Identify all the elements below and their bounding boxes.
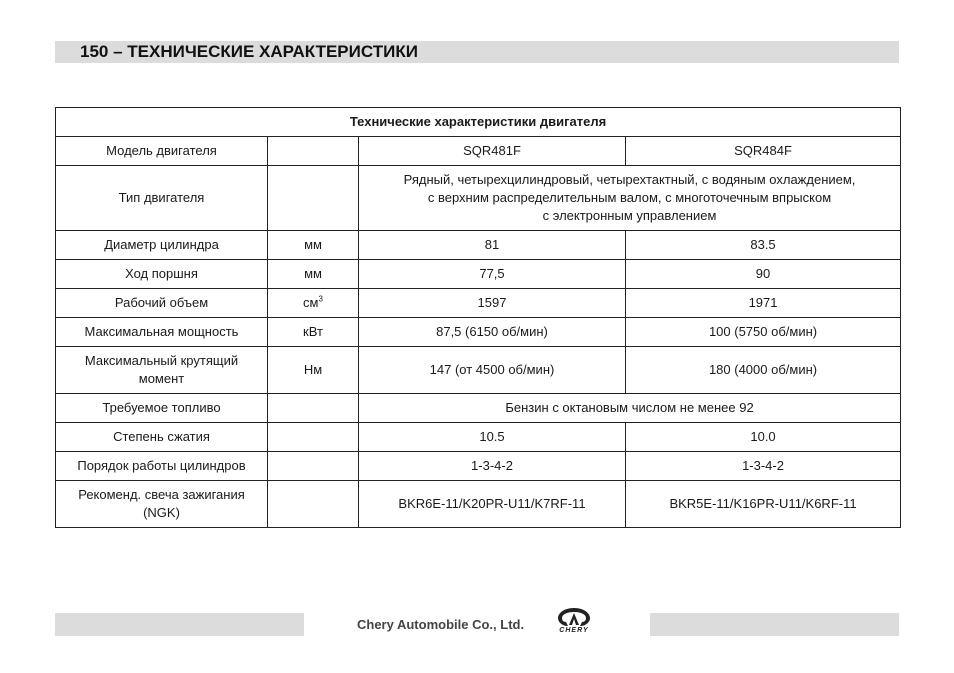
row-label: Порядок работы цилиндров	[56, 452, 268, 481]
row-unit	[268, 394, 359, 423]
engine-spec-table	[55, 107, 901, 528]
row-label: Степень сжатия	[56, 423, 268, 452]
footer-bar-right	[650, 613, 899, 636]
table-row	[56, 452, 901, 481]
fuel-value: Бензин с октановым числом не менее 92	[359, 394, 901, 423]
page-title: 150 – ТЕХНИЧЕСКИЕ ХАРАКТЕРИСТИКИ	[80, 42, 418, 61]
table-row	[56, 137, 901, 166]
row-value-sqr484f: 180 (4000 об/мин)	[626, 347, 901, 394]
unit-superscript: 3	[318, 294, 323, 304]
row-label: Модель двигателя	[56, 137, 268, 166]
row-value-sqr484f: 1971	[626, 289, 901, 318]
row-unit: Нм	[268, 347, 359, 394]
row-unit	[268, 481, 359, 528]
row-value-sqr481f: BKR6E-11/K20PR-U11/K7RF-11	[359, 481, 626, 528]
row-label: Ход поршня	[56, 260, 268, 289]
table-row	[56, 318, 901, 347]
table-title: Технические характеристики двигателя	[56, 108, 901, 137]
footer-bar-left	[55, 613, 304, 636]
row-label-line: Максимальный крутящий	[84, 353, 239, 368]
chery-logo	[548, 606, 600, 636]
row-value-sqr484f: 100 (5750 об/мин)	[626, 318, 901, 347]
row-value-sqr481f: SQR481F	[359, 137, 626, 166]
row-value-sqr484f: 83.5	[626, 231, 901, 260]
table-row	[56, 260, 901, 289]
table-row	[56, 394, 901, 423]
table-title-row	[56, 108, 901, 137]
row-value-sqr481f: 10.5	[359, 423, 626, 452]
row-unit	[268, 423, 359, 452]
row-value-sqr481f: 1-3-4-2	[359, 452, 626, 481]
row-value-sqr481f: 1597	[359, 289, 626, 318]
row-label-line: момент	[138, 371, 185, 386]
table-row	[56, 166, 901, 231]
row-unit: мм	[268, 260, 359, 289]
row-value-sqr484f: 90	[626, 260, 901, 289]
unit-base: см	[303, 295, 319, 310]
row-label	[56, 347, 268, 394]
row-unit	[268, 452, 359, 481]
row-label: Рабочий объем	[56, 289, 268, 318]
row-value-sqr481f: 87,5 (6150 об/мин)	[359, 318, 626, 347]
chery-logo-icon	[556, 606, 592, 628]
engine-type-line: Рядный, четырехцилиндровый, четырехтактный, с водяным охлаждением,	[403, 172, 856, 187]
engine-type-line: с верхним распределительным валом, с многоточечным впрыском	[427, 190, 832, 205]
table-row	[56, 347, 901, 394]
table-row	[56, 289, 901, 318]
table-row	[56, 481, 901, 528]
row-value-sqr481f: 81	[359, 231, 626, 260]
row-unit	[268, 137, 359, 166]
row-value-sqr484f: 10.0	[626, 423, 901, 452]
row-label: Тип двигателя	[56, 166, 268, 231]
row-value-sqr481f: 77,5	[359, 260, 626, 289]
row-label-line: Рекоменд. свеча зажигания	[78, 487, 245, 502]
row-value-sqr481f: 147 (от 4500 об/мин)	[359, 347, 626, 394]
row-label: Диаметр цилиндра	[56, 231, 268, 260]
row-label-line: (NGK)	[143, 505, 180, 520]
row-unit: мм	[268, 231, 359, 260]
logo-text: CHERY	[559, 627, 589, 634]
table-row	[56, 231, 901, 260]
row-label: Требуемое топливо	[56, 394, 268, 423]
row-value-sqr484f: SQR484F	[626, 137, 901, 166]
table-row	[56, 423, 901, 452]
row-value-sqr484f: 1-3-4-2	[626, 452, 901, 481]
engine-type-value	[359, 166, 901, 231]
row-label	[56, 481, 268, 528]
row-value-sqr484f: BKR5E-11/K16PR-U11/K6RF-11	[626, 481, 901, 528]
row-unit	[268, 289, 359, 318]
engine-type-line: с электронным управлением	[542, 208, 717, 223]
row-label: Максимальная мощность	[56, 318, 268, 347]
row-unit: кВт	[268, 318, 359, 347]
row-unit	[268, 166, 359, 231]
footer-company-name: Chery Automobile Co., Ltd.	[357, 617, 525, 632]
